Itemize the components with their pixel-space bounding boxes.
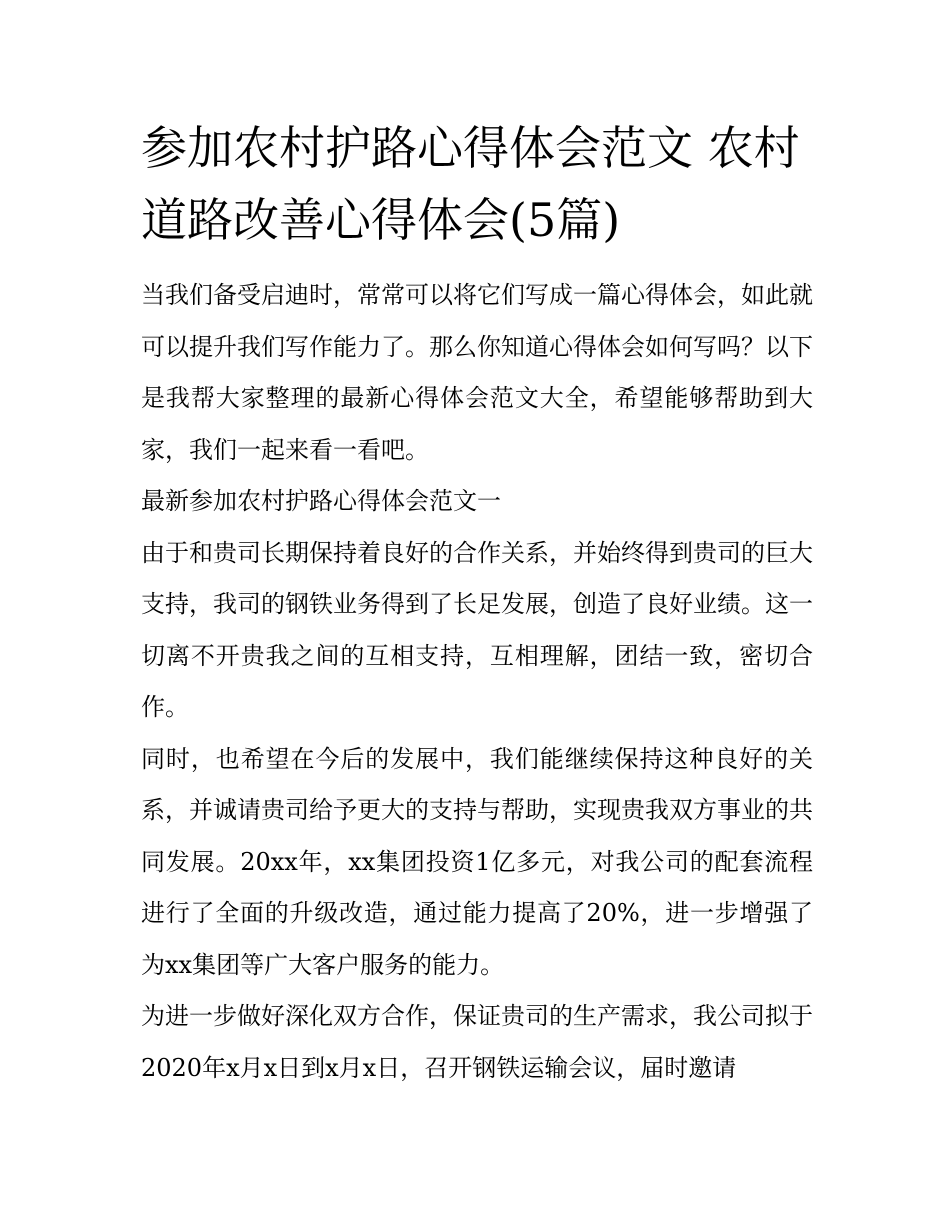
document-title: 参加农村护路心得体会范文 农村道路改善心得体会(5篇) xyxy=(141,121,800,247)
document-body xyxy=(141,112,813,1094)
intro-paragraph: 当我们备受启迪时，常常可以将它们写成一篇心得体会，如此就可以提升我们写作能力了。那么你知道心得体会如何写吗？以下是我帮大家整理的最新心得体会范文大全，希望能够帮助到大家，我们一起来看一看吧。 xyxy=(141,281,813,464)
body-paragraph: 同时，也希望在今后的发展中，我们能继续保持这种良好的关系，并诚请贵司给予更大的支持与帮助，实现贵我双方事业的共同发展。20xx年，xx集团投资1亿多元，对我公司的配套流程进行了全面的升级改造，通过能力提高了20%，进一步增强了为xx集团等广大客户服务的能力。 xyxy=(141,744,813,979)
section-heading: 最新参加农村护路心得体会范文一 xyxy=(141,487,501,515)
body-paragraph: 为进一步做好深化双方合作，保证贵司的生产需求，我公司拟于2020年x月x日到x月x日，召开钢铁运输会议，届时邀请 xyxy=(141,1002,813,1082)
body-paragraph: 由于和贵司长期保持着良好的合作关系，并始终得到贵司的巨大支持，我司的钢铁业务得到了长足发展，创造了良好业绩。这一切离不开贵我之间的互相支持，互相理解，团结一致，密切合作。 xyxy=(141,538,813,721)
